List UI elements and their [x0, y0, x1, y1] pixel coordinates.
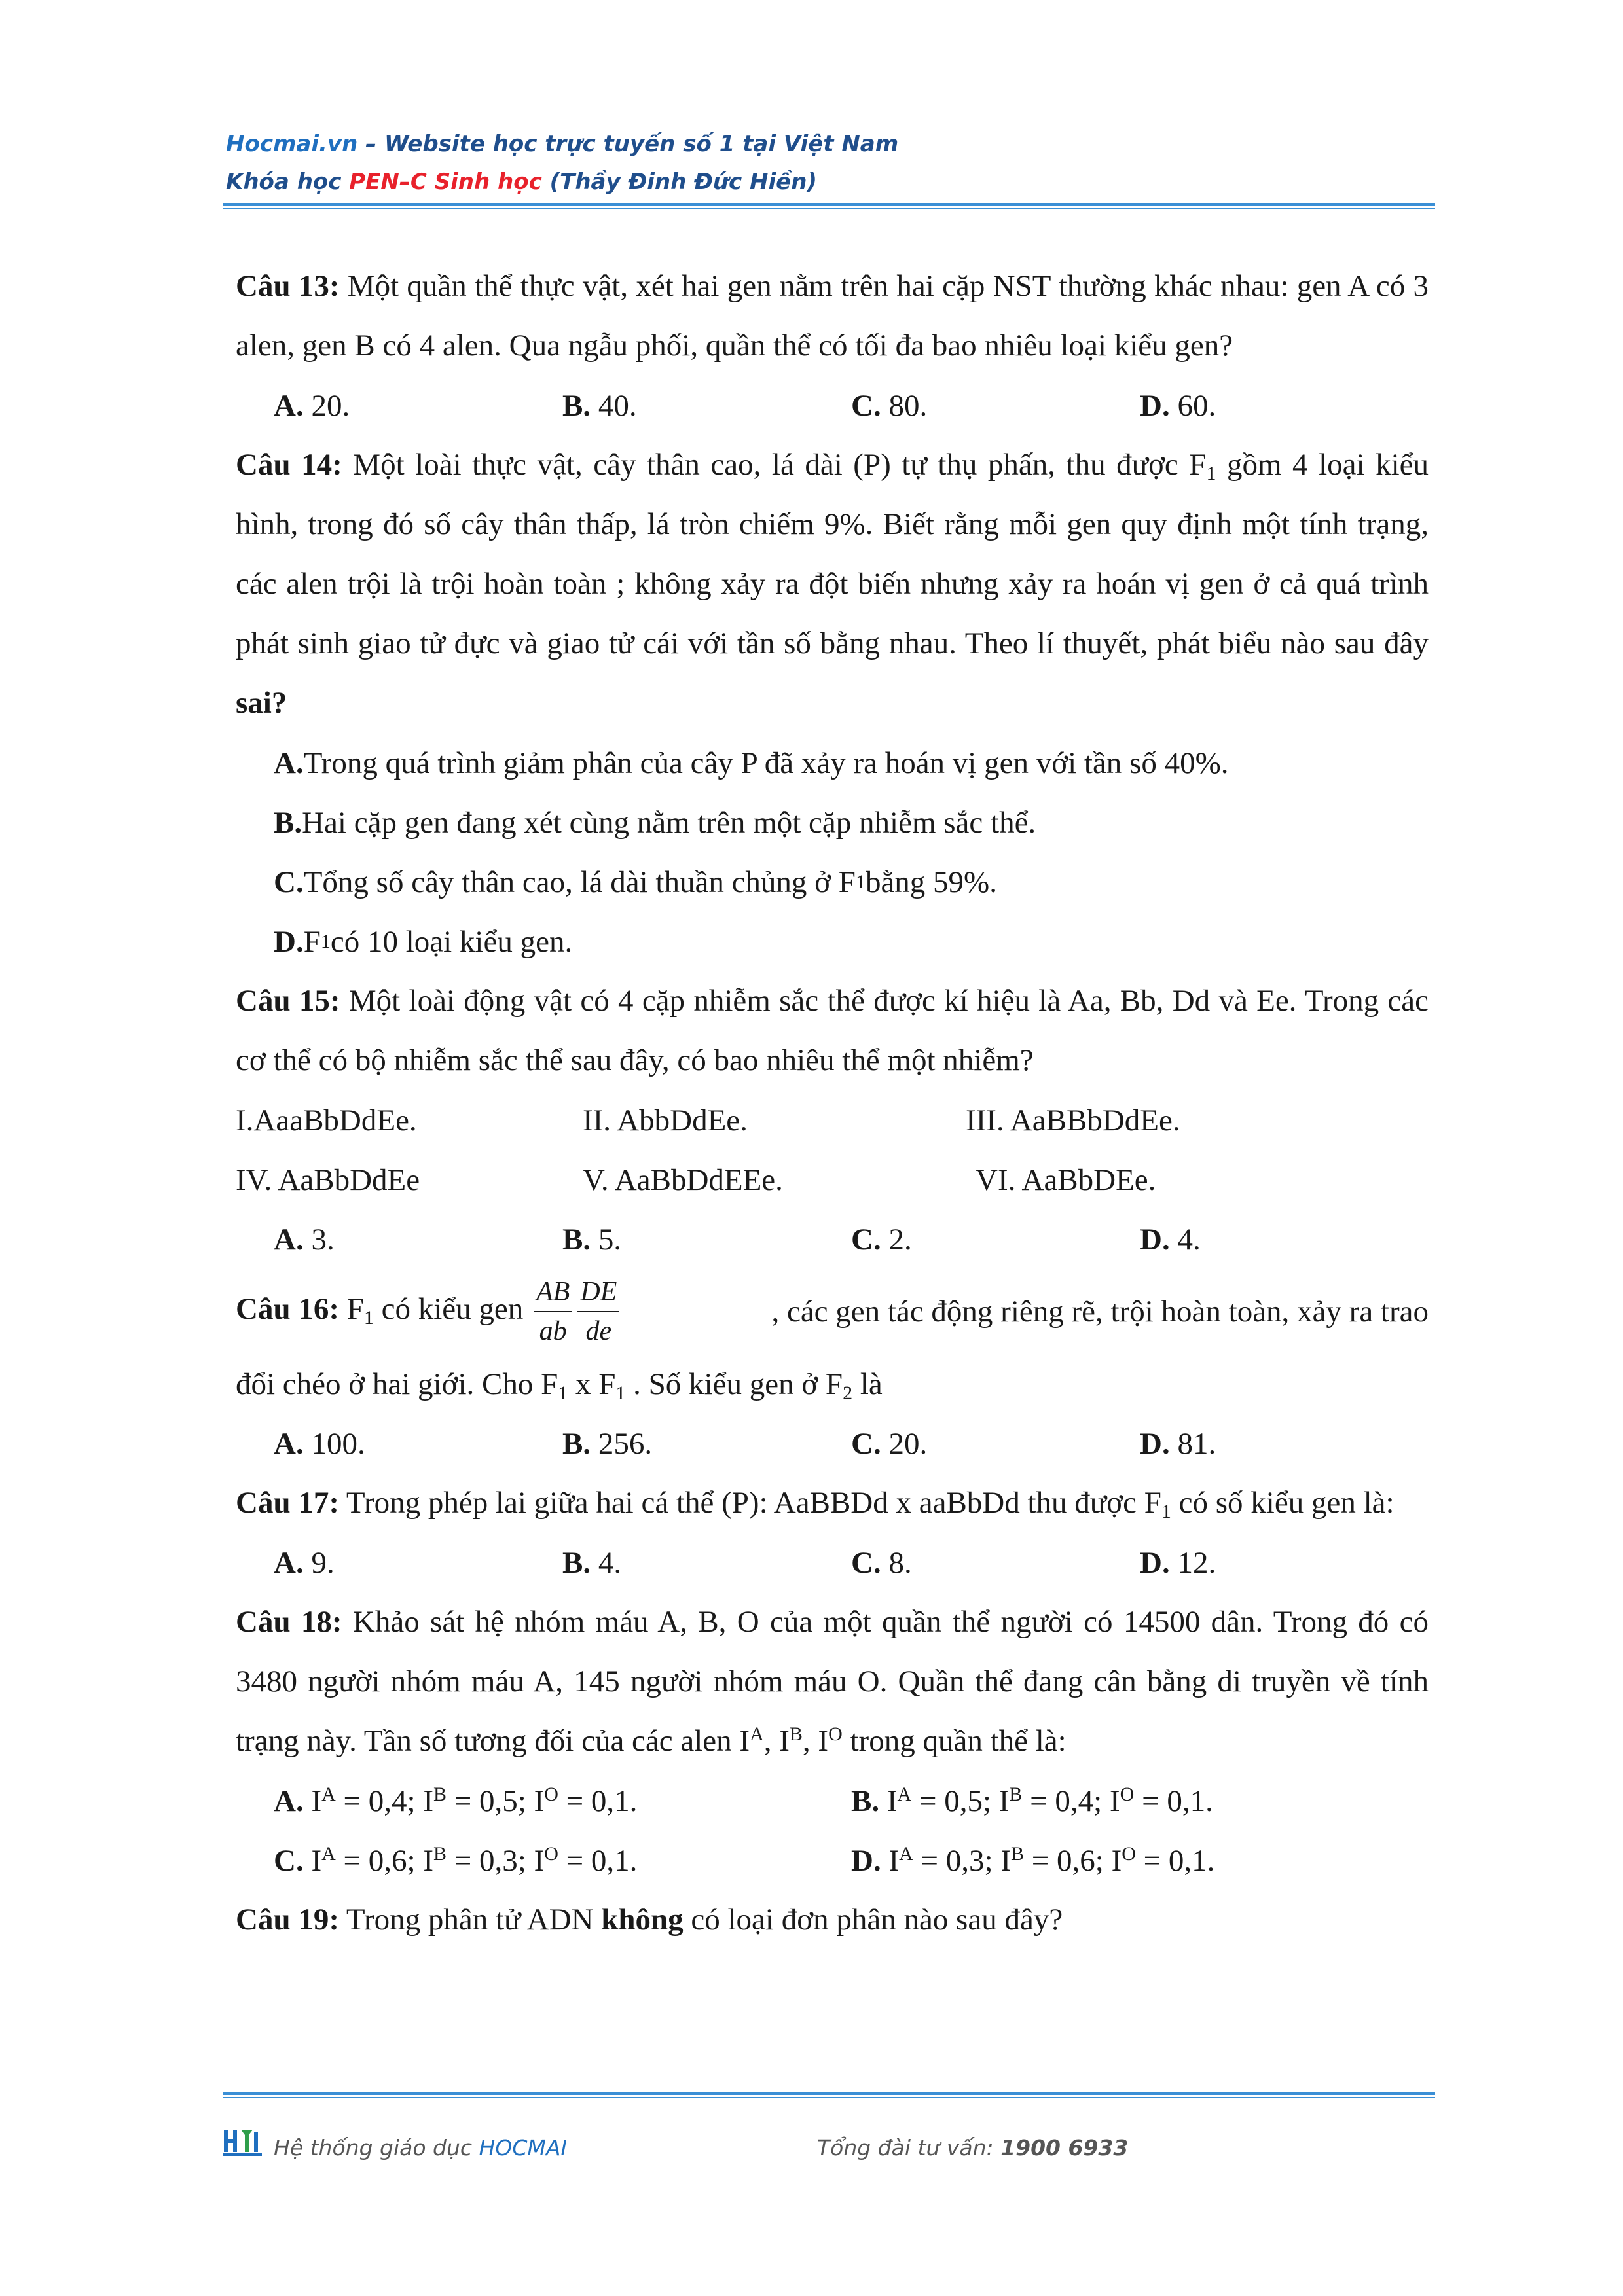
- question-17: Câu 17: Trong phép lai giữa hai cá thể (P): AaBBDd x aaBbDd thu được $F_1$ có số kiểu gen là:: [236, 1486, 1395, 1522]
- answer-option[interactable]: A. 3.: [274, 1222, 335, 1257]
- footer-right: Tổng đài tư vấn: 1900 6933: [817, 2135, 1129, 2161]
- answer-row: [236, 1414, 1429, 1473]
- answer-option[interactable]: C. Tổng số cây thân cao, lá dài thuần chủng ở F 1 bằng 59%.: [274, 865, 997, 899]
- answer-option[interactable]: A. $I^A = 0,4$; $I^B = 0,5$; $I^O = 0,1$.: [274, 1783, 638, 1818]
- answer-option[interactable]: B. $I^A = 0,5$; $I^B = 0,4$; $I^O = 0,1$.: [851, 1783, 1213, 1818]
- footer-rule-thin: [223, 2097, 1435, 2098]
- question-label: Câu 17:: [236, 1486, 339, 1520]
- answer-row: [236, 376, 1429, 435]
- answer-option[interactable]: C. 20.: [851, 1426, 928, 1461]
- genotype-fraction: $\frac{DE}{de}$: [577, 1273, 619, 1350]
- question-label: Câu 19:: [236, 1903, 339, 1937]
- answer-option[interactable]: D. $I^A = 0,3$; $I^B = 0,6$; $I^O = 0,1$.: [851, 1842, 1215, 1878]
- answer-option[interactable]: D. 60.: [1140, 388, 1216, 423]
- question-label: Câu 16:: [236, 1291, 339, 1326]
- footer-left: Hệ thống giáo dục HOCMAI: [274, 2135, 568, 2161]
- answer-row: [236, 1210, 1429, 1269]
- question-text: Một quần thể thực vật, xét hai gen nằm trên hai cặp NST thường khác nhau: gen A có 3 alen, gen B có 4 alen. Qua ngẫu phối, quần thể có tối đa bao nhiêu loại kiểu gen?: [236, 269, 1429, 363]
- answer-option[interactable]: D. 4.: [1140, 1222, 1201, 1257]
- answer-option[interactable]: D. F 1 có 10 loại kiểu gen.: [274, 924, 573, 959]
- question-18: Câu 18: Khảo sát hệ nhóm máu A, B, O của một quần thể người có 14500 dân. Trong đó có 3480 người nhóm máu A, 145 người nhóm máu O. Quần thể đang cân bằng di truyền về tính trạng này. Tần số tương đối của các alen $I^A$, $I^B$, $I^O$ trong quần thể là:: [236, 1605, 1429, 1758]
- footer-rule-thick: [223, 2092, 1435, 2095]
- answer-option[interactable]: C. 8.: [851, 1545, 912, 1580]
- question-14: Câu 14: Một loài thực vật, cây thân cao, lá dài (P) tự thụ phấn, thu được $F_1$ gồm 4 loại kiểu hình, trong đó số cây thân thấp, lá tròn chiếm 9%. Biết rằng mỗi gen quy định một tính trạng, các alen trội là trội hoàn toàn ; không xảy ra đột biến nhưng xảy ra hoán vị gen ở cả quá trình phát sinh giao tử đực và giao tử cái với tần số bằng nhau. Theo lí thuyết, phát biểu nào sau đây sai?: [236, 448, 1429, 720]
- answer-row: [236, 1533, 1429, 1592]
- genotype-item: II. AbbDdEe.: [583, 1103, 748, 1138]
- exam-content: [236, 257, 1429, 1950]
- answer-option[interactable]: B. Hai cặp gen đang xét cùng nằm trên một cặp nhiễm sắc thể.: [274, 805, 1036, 840]
- answer-option[interactable]: B. 4.: [562, 1545, 622, 1580]
- genotype-list-row: [236, 1150, 1429, 1210]
- genotype-item: IV. AaBbDdEe: [236, 1162, 420, 1197]
- emphasis: sai?: [236, 686, 287, 720]
- teacher-name: (Thầy Đinh Đức Hiền): [541, 169, 817, 195]
- header-rule-thick: [223, 203, 1435, 206]
- answer-option[interactable]: D. 12.: [1140, 1545, 1216, 1580]
- genotype-list-row: [236, 1090, 1429, 1150]
- genotype-item: VI. AaBbDEe.: [976, 1162, 1156, 1197]
- emphasis: không: [601, 1903, 684, 1937]
- site-tagline: – Website học trực tuyến số 1 tại Việt Nam: [357, 131, 899, 157]
- genotype-item: V. AaBbDdEEe.: [583, 1162, 783, 1197]
- genotype-item: III. AaBBbDdEe.: [966, 1103, 1180, 1138]
- answer-option[interactable]: A. 100.: [274, 1426, 365, 1461]
- question-16-line-2: đổi chéo ở hai giới. Cho $F_1$ x $F_1$ . Số kiểu gen ở $F_2$ là: [236, 1367, 883, 1404]
- question-label: Câu 14:: [236, 448, 342, 482]
- header-line-2: [226, 169, 817, 195]
- question-label: Câu 18:: [236, 1605, 342, 1639]
- question-label: Câu 15:: [236, 984, 340, 1018]
- answer-option[interactable]: B. 5.: [562, 1222, 622, 1257]
- answer-option[interactable]: A. 20.: [274, 388, 350, 423]
- course-name: PEN–C Sinh học: [349, 169, 542, 195]
- genotype-fraction: $\frac{AB}{ab}$: [534, 1273, 572, 1350]
- genotype-item: I.AaaBbDdEe.: [236, 1103, 417, 1138]
- header-line-1: [226, 131, 898, 157]
- question-13: [236, 257, 1429, 376]
- question-15: Câu 15: Một loài động vật có 4 cặp nhiễm sắc thể được kí hiệu là Aa, Bb, Dd và Ee. Trong các cơ thể có bộ nhiễm sắc thể sau đây, có bao nhiêu thể một nhiễm?: [236, 984, 1429, 1077]
- question-label: Câu 13:: [236, 269, 340, 303]
- header-rule-thin: [223, 208, 1435, 209]
- course-prefix: Khóa học: [226, 169, 350, 195]
- question-19: Câu 19: Trong phân tử ADN không có loại đơn phân nào sau đây?: [236, 1903, 1063, 1937]
- answer-row: [236, 1771, 1429, 1831]
- answer-option[interactable]: C. 80.: [851, 388, 928, 423]
- answer-option[interactable]: C. $I^A = 0,6$; $I^B = 0,3$; $I^O = 0,1$.: [274, 1842, 638, 1878]
- answer-option[interactable]: B. 256.: [562, 1426, 653, 1461]
- question-16: Câu 16: $F_1$ có kiểu gen $\frac{AB}{ab}$ $\frac{DE}{de}$ , các gen tác động riêng rẽ, trội hoàn toàn, xảy ra trao: [236, 1269, 1429, 1354]
- answer-option[interactable]: D. 81.: [1140, 1426, 1216, 1461]
- answer-row: [236, 1831, 1429, 1890]
- answer-option[interactable]: C. 2.: [851, 1222, 912, 1257]
- answer-option[interactable]: A. Trong quá trình giảm phân của cây P đã xảy ra hoán vị gen với tần số 40%.: [274, 745, 1229, 780]
- answer-option[interactable]: B. 40.: [562, 388, 637, 423]
- footer-brand[interactable]: HOCMAI: [479, 2135, 568, 2161]
- site-name[interactable]: Hocmai.vn: [226, 131, 358, 157]
- hotline-number[interactable]: 1900 6933: [1000, 2135, 1129, 2161]
- answer-option[interactable]: A. 9.: [274, 1545, 335, 1580]
- hocmai-logo-icon: [221, 2126, 263, 2160]
